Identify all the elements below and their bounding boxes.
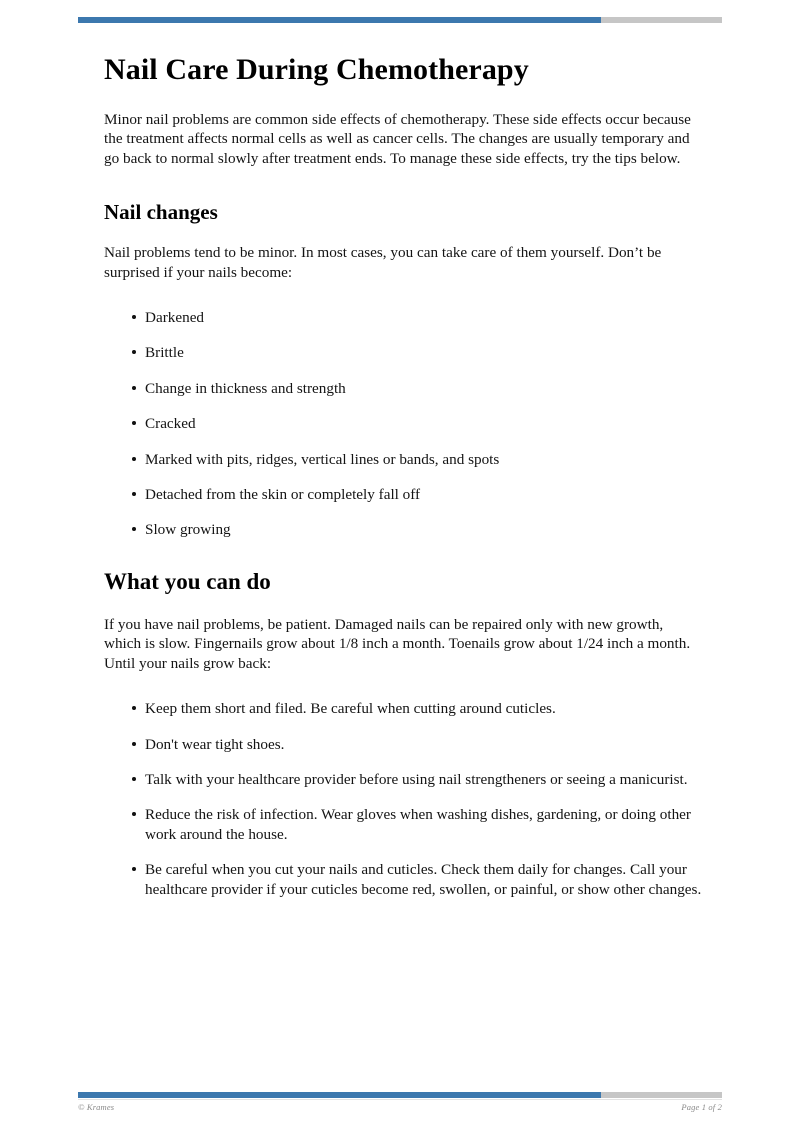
list-item [104,485,704,504]
list-item-text: Reduce the risk of infection. Wear gloves when washing dishes, gardening, or doing other work around the house. [145,806,691,843]
bullet-dot-icon [132,386,136,390]
list-item [104,343,704,362]
bullet-dot-icon [132,527,136,531]
footer-rule-blue-segment [78,1092,601,1098]
intro-paragraph: Minor nail problems are common side effects of chemotherapy. These side effects occur because the treatment affects normal cells as well as cancer cells. The changes are usually temporary and go back to normal slowly after treatment ends. To manage these side effects, try the tips below. [104,111,691,167]
list-item-text: Keep them short and filed. Be careful when cutting around cuticles. [145,700,556,718]
footer-page-number: Page 1 of 2 [681,1102,722,1112]
list-item [104,699,704,718]
bullet-dot-icon [132,492,136,496]
list-item-text: Brittle [145,344,184,362]
bullet-list-what-you-can-do [104,699,704,899]
footer-rule-gray-segment [601,1092,722,1098]
list-item-text: Cracked [145,415,196,433]
bullet-dot-icon [132,457,136,461]
bullet-dot-icon [132,742,136,746]
list-item [104,860,704,899]
bullet-dot-icon [132,315,136,319]
list-item-text: Don't wear tight shoes. [145,735,285,753]
section-heading-nail-changes: Nail changes [104,200,218,225]
spacer [104,546,704,568]
list-item-text: Marked with pits, ridges, vertical lines or bands, and spots [145,450,500,468]
section-intro-what-you-can-do: If you have nail problems, be patient. Damaged nails can be repaired only with new growth, which is slow. Fingernails grow about 1/8 inch a month. Toenails grow about 1/24 inch a month. Until your nails grow back: [104,615,691,672]
list-item [104,770,704,789]
list-item [104,379,704,398]
header-rule-gray-segment [601,17,722,23]
list-item [104,414,704,433]
bullet-dot-icon [132,706,136,710]
list-item [104,308,704,327]
bullet-list-nail-changes [104,308,704,540]
list-item-text: Change in thickness and strength [145,379,346,397]
bullet-dot-icon [132,777,136,781]
header-rule-blue-segment [78,17,601,23]
section-intro-nail-changes: Nail problems tend to be minor. In most cases, you can take care of them yourself. Don’t be surprised if your nails become: [104,244,662,281]
footer-hairline [78,1099,722,1100]
list-item-text: Talk with your healthcare provider before using nail strengtheners or seeing a manicurist. [145,770,688,788]
document-content [104,52,704,905]
spacer [104,186,704,200]
section-heading-what-you-can-do: What you can do [104,568,271,594]
list-item-text: Slow growing [145,521,231,539]
footer-rule [78,1092,722,1098]
page-title: Nail Care During Chemotherapy [104,53,529,86]
list-item [104,735,704,754]
bullet-dot-icon [132,812,136,816]
bullet-dot-icon [132,421,136,425]
list-item-text: Darkened [145,309,205,327]
list-item [104,450,704,469]
header-rule [78,17,722,23]
spacer [104,691,704,699]
footer-copyright: © Krames [78,1102,115,1112]
spacer [104,300,704,308]
list-item-text: Be careful when you cut your nails and cuticles. Check them daily for changes. Call your healthcare provider if your cuticles become red, swollen, or painful, or show other changes. [145,861,702,898]
bullet-dot-icon [132,350,136,354]
list-item-text: Detached from the skin or completely fall off [145,486,421,504]
list-item [104,520,704,539]
list-item [104,805,704,844]
footer [78,1102,722,1113]
bullet-dot-icon [132,867,136,871]
